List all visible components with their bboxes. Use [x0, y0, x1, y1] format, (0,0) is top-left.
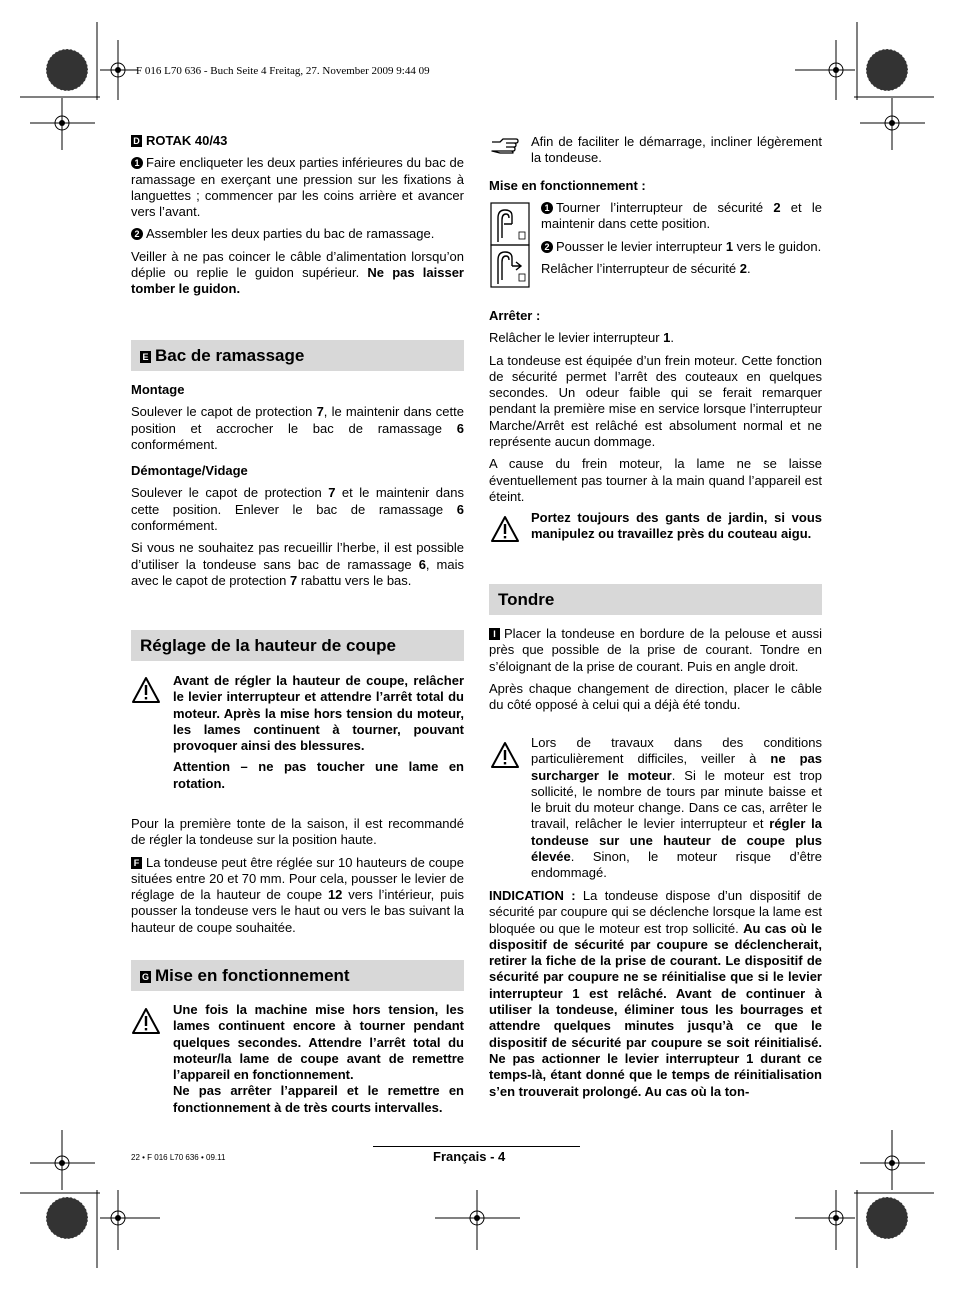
- reglage-content: [131, 816, 464, 942]
- rotak-step-2: 2 Assembler les deux parties du bac de ramassage.: [131, 226, 464, 242]
- mise-warning: Une fois la machine mise hors tension, les lames continuent encore à tourner pendant quelques secondes. Attendre l’arrêt total du moteur/la lame de coupe avant de remettre l’appareil en fonctionnement. Ne pas arrêter l’appareil et le remettre en fonctionnement à de très courts intervalles.: [173, 1002, 464, 1115]
- sans-bac-text: Si vous ne souhaitez pas recueillir l’herbe, il est possible d’utiliser la tondeuse sans bac de ramassage 6, mais avec le capot de protection 7 rabattu vers le bas.: [131, 540, 465, 588]
- reglage-warning: Avant de régler la hauteur de coupe, relâcher le levier interrupteur et attendre l’arrêt total du moteur. Après la mise hors tension du moteur, les lames continuent à tourner, pouvant provoquer ainsi des blessures. Attention – ne pas toucher une lame en rotation.: [173, 673, 464, 791]
- arreter-text: Relâcher le levier interrupteur 1.: [489, 330, 674, 346]
- figure-letter-d: D: [131, 135, 142, 147]
- print-header: F 016 L70 636 - Buch Seite 4 Freitag, 27. November 2009 9:44 09: [136, 65, 430, 77]
- figure-letter-g: G: [141, 972, 149, 982]
- demontage-label: Démontage/Vidage: [131, 463, 248, 479]
- montage-label: Montage: [131, 382, 185, 397]
- left-column: [131, 133, 464, 304]
- reglage-p1: Pour la première tonte de la saison, il est recommandé de régler la tondeuse sur la position haute.: [131, 816, 464, 848]
- section-mise-en-fonctionnement: G Mise en fonctionnement: [131, 960, 464, 991]
- reglage-p2: F La tondeuse peut être réglée sur 10 hauteurs de coupe situées entre 20 et 70 mm. Pour cela, pousser le levier de réglage de la hauteur de coupe 12 vers l’intérieur, puis pousser la tondeuse vers le haut ou vers le bas suivant la hauteur de coupe souhaitée.: [131, 854, 464, 935]
- mise-step-2: 2 Pousser le levier interrupteur 1 vers le guidon.: [541, 239, 822, 255]
- figure-letter-f: F: [131, 857, 142, 869]
- tondre-content: [489, 626, 822, 719]
- rotak-step-1: 1 Faire encliqueter les deux parties inférieures du bac de ramassage en exerçant une pression sur les fixations à languettes ; commencer par les coins arrière et avancer vers l’avant.: [131, 155, 464, 220]
- mise-label-block: Mise en fonctionnement :: [489, 178, 646, 193]
- warning-icon: [131, 1007, 161, 1035]
- section-reglage-hauteur: Réglage de la hauteur de coupe: [131, 630, 464, 661]
- mise-steps: [541, 200, 822, 283]
- warning-icon: [490, 515, 520, 543]
- switch-illustration: [490, 202, 530, 293]
- tondre-p2: Après chaque changement de direction, placer le câble du côté opposé à celui qui a déjà été tondu.: [489, 680, 822, 713]
- frein-text-1: La tondeuse est équipée d’un frein moteur. Cette fonction de sécurité permet l’arrêt des couteaux en quelques secondes. Un odeur faible qui se ferait remarquer pendant la première mise en service lorsque l’interrupteur Marche/Arrêt est relâché est absolument normal et ne représente aucun dommage.: [489, 352, 822, 450]
- demontage-text: Soulever le capot de protection 7 et le maintenir dans cette position. Enlever le bac de ramassage 6 conformément.: [131, 485, 464, 534]
- page-number: Français - 4: [433, 1149, 506, 1164]
- figure-letter-i: I: [489, 628, 500, 640]
- warning-icon: [490, 741, 520, 769]
- footer-code: 22 • F 016 L70 636 • 09.11: [131, 1153, 226, 1162]
- tondre-p1: I Placer la tondeuse en bordure de la pelouse et aussi près que possible de la prise de courant. Tondre en s’éloignant de la prise de courant. Puis en angle droit.: [489, 626, 822, 674]
- indication-block: INDICATION : La tondeuse dispose d’un dispositif de sécurité par coupure qui se déclenche lorsque la lame est bloquée ou que le moteur est trop sollicité. Au cas où le dispositif de sécurité par coupure se déclencherait, retirer la fiche de la prise de courant. Le dispositif de sécurité par coupure ne se réinitialise que si le levier interrupteur 1 est relâché. Avant de continuer à utiliser la tondeuse, éliminer tous les bourrages et attendre quelques minutes jusqu’à ce que le dispositif de sécurité par coupure se soit réinitialisé. Ne pas actionner le levier interrupteur 1 durant ce temps-là, étant donné que le temps de réinitialisation s’en trouverait prolongé. Au cas où la ton-: [489, 888, 823, 1099]
- pointing-hand-icon: [490, 137, 520, 160]
- rotak-note: Veiller à ne pas coincer le câble d’alimentation lorsqu’on déplie ou replie le guidon supérieur. Ne pas laisser tomber le guidon.: [131, 248, 464, 297]
- tip-text: Afin de faciliter le démarrage, incliner légèrement la tondeuse.: [531, 134, 822, 166]
- warning-icon: [131, 676, 161, 704]
- figure-letter-e: E: [140, 351, 151, 363]
- bac-content: [131, 382, 464, 595]
- surcharge-warning: Lors de travaux dans des conditions particulièrement difficiles, veiller à ne pas surcharger le moteur. Si le moteur est trop sollicité, le nombre de tours par minute baisse et le bruit du moteur change. Dans ce cas, arrêter le travail, relâcher le levier interrupteur et régler la tondeuse sur une hauteur de coupe plus élevée. Sinon, le moteur risque d’être endommagé.: [531, 735, 823, 881]
- mise-step-1: 1 Tourner l’interrupteur de sécurité 2 et le maintenir dans cette position.: [541, 200, 823, 232]
- mise-step-3: Relâcher l’interrupteur de sécurité 2.: [541, 260, 751, 276]
- arreter-block: Arrêter : Relâcher le levier interrupteur 1. La tondeuse est équipée d’un frein moteur. Cette fonction de sécurité permet l’arrêt des couteaux en quelques secondes. Un odeur faible qui se ferait remarquer pendant la première mise en service lorsque l’interrupteur Marche/Arrêt est relâché est absolument normal et ne représente aucun dommage. A cause du frein moteur, la lame ne se laisse éventuellement pas tourner à la main quand l’appareil est éteint.: [489, 308, 822, 504]
- rotak-title: D ROTAK 40/43: [131, 133, 464, 149]
- montage-text: Soulever le capot de protection 7, le maintenir dans cette position et accrocher le bac de ramassage 6 conformément.: [131, 404, 464, 452]
- frein-text-2: A cause du frein moteur, la lame ne se laisse éventuellement pas tourner à la main quand l’appareil est éteint.: [489, 456, 822, 504]
- gants-warning: Portez toujours des gants de jardin, si vous manipulez ou travaillez près du couteau aigu.: [531, 510, 822, 542]
- section-tondre: Tondre: [489, 584, 822, 615]
- section-bac-de-ramassage: E Bac de ramassage: [131, 340, 464, 371]
- footer-rule: [373, 1146, 580, 1147]
